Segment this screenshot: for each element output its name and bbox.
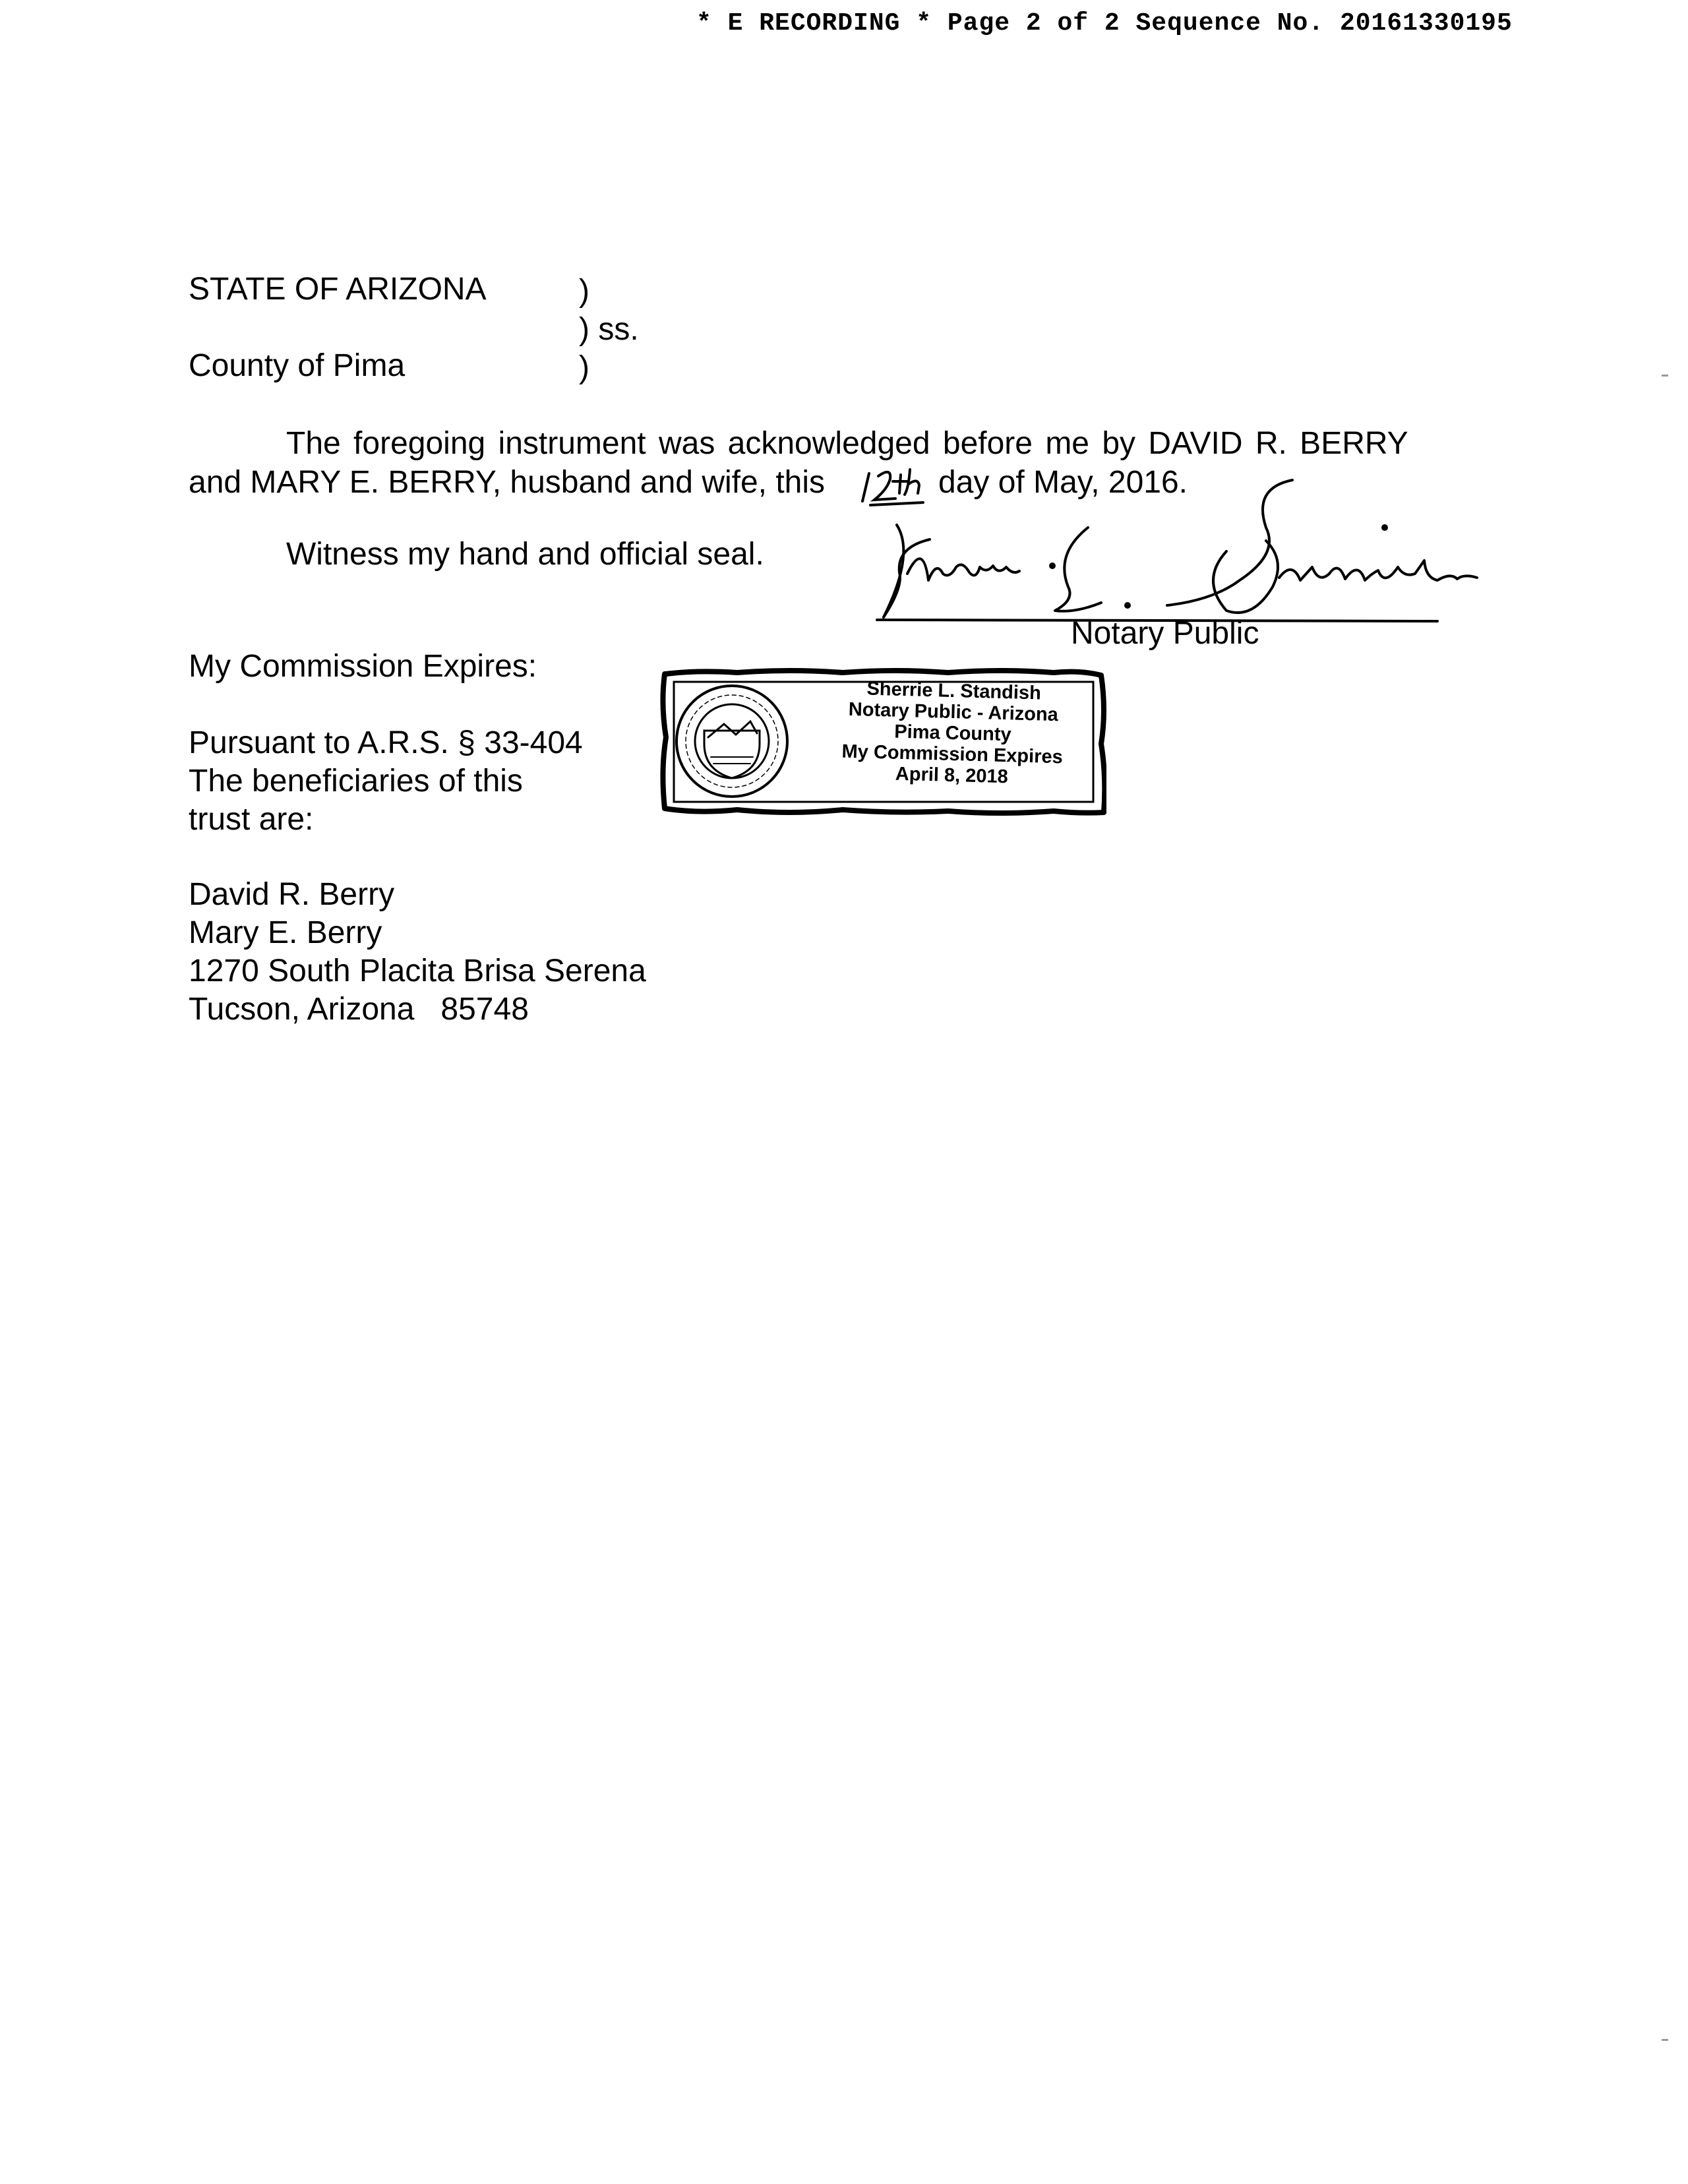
stamp-expires-label: My Commission Expires (841, 741, 1064, 768)
stamp-notary-title: Notary Public - Arizona (848, 698, 1059, 726)
beneficiary-name-2: Mary E. Berry (189, 915, 382, 950)
notary-signature (857, 462, 1503, 633)
beneficiary-address-1: 1270 South Placita Brisa Serena (189, 954, 646, 988)
recording-header: * E RECORDING * Page 2 of 2 Sequence No. 20161330195 (696, 9, 1513, 38)
beneficiary-address-2: Tucson, Arizona 85748 (189, 992, 529, 1027)
commission-label: My Commission Expires: (189, 649, 537, 684)
stamp-expires-date: April 8, 2018 (895, 763, 1009, 788)
venue-paren-top: ) (579, 274, 589, 309)
beneficiary-name-1: David R. Berry (189, 877, 395, 912)
witness-text: Witness my hand and official seal. (286, 537, 764, 572)
scan-speck (1662, 2039, 1668, 2041)
notary-public-label: Notary Public (1071, 616, 1259, 651)
beneficiaries-intro-2: The beneficiaries of this (189, 764, 523, 799)
stamp-county: Pima County (893, 721, 1012, 746)
acknowledgment-line-2-start: and MARY E. BERRY, husband and wife, this (189, 465, 826, 500)
venue-paren-bottom: ) (579, 350, 589, 385)
stamp-notary-name: Sherrie L. Standish (866, 678, 1042, 704)
venue-ss: ) ss. (579, 312, 639, 347)
beneficiaries-intro-1: Pursuant to A.R.S. § 33-404 (189, 725, 583, 760)
acknowledgment-line-1: The foregoing instrument was acknowledged before me by DAVID R. BERRY (286, 426, 1408, 461)
notary-stamp-text (800, 677, 1106, 790)
venue-state: STATE OF ARIZONA (189, 272, 487, 307)
acknowledgment-line-2-end: day of May, 2016. (938, 465, 1188, 500)
beneficiaries-intro-3: trust are: (189, 802, 314, 837)
venue-county: County of Pima (189, 348, 406, 383)
scan-speck (1662, 375, 1668, 377)
